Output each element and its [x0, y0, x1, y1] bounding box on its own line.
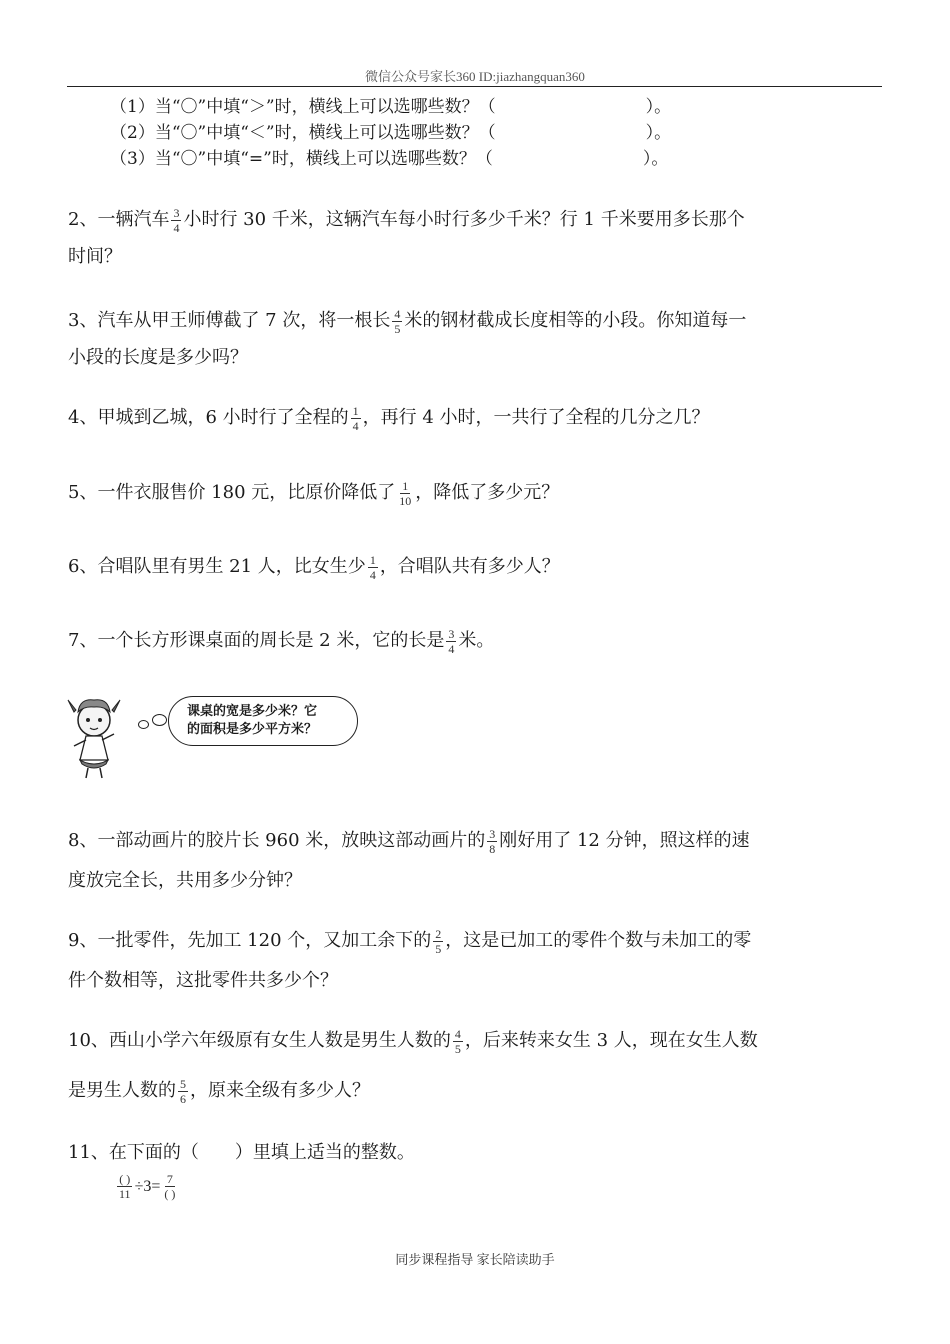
fraction: $\frac{1}{10}$ — [399, 478, 412, 508]
thought-dot — [152, 714, 167, 726]
q8-line1: 8、一部动画片的胶片长 960 米，放映这部动画片的 $\frac{3}{8}$ 刚好用了 12 分钟，照这样的速 — [68, 826, 750, 856]
q9-line1: 9、一批零件，先加工 120 个，又加工余下的 $\frac{2}{5}$ ，这是已加工的零件个数与未加工的零 — [68, 926, 752, 956]
fraction: $\frac{2}{5}$ — [435, 926, 442, 956]
fraction: $\frac{1}{4}$ — [369, 552, 376, 582]
q10-line2: 是男生人数的 $\frac{5}{6}$ ，原来全级有多少人？ — [68, 1076, 370, 1106]
q7: 7、一个长方形课桌面的周长是 2 米，它的长是 $\frac{3}{4}$ 米。 — [68, 626, 495, 656]
girl-icon — [60, 690, 135, 780]
fraction: $\frac{4}{5}$ — [454, 1026, 461, 1056]
thought-dot — [138, 720, 149, 729]
q11-equation: $\frac{( )}{11}$ ÷3= $\frac{7}{( )}$ — [119, 1172, 176, 1201]
q3-line2: 小段的长度是多少吗？ — [68, 347, 248, 368]
fraction: $\frac{4}{5}$ — [394, 306, 401, 336]
q1-sub-3: （3）当“〇”中填“=”时，横线上可以选哪些数？（ ）。 — [110, 149, 669, 169]
page-footer: 同步课程指导 家长陪读助手 — [395, 1252, 555, 1267]
q2-line1: 2、一辆汽车 $\frac{3}{4}$ 小时行 30 千米，这辆汽车每小时行多少千米？行 1 千米要用多长那个 — [68, 205, 745, 235]
q5: 5、一件衣服售价 180 元，比原价降低了 $\frac{1}{10}$ ，降低了多少元？ — [68, 478, 560, 508]
q2-line2: 时间？ — [68, 246, 122, 267]
fraction: $\frac{3}{4}$ — [173, 205, 180, 235]
q10-line1: 10、西山小学六年级原有女生人数是男生人数的 $\frac{4}{5}$ ，后来转来女生 3 人，现在女生人数 — [68, 1026, 758, 1056]
fraction: $\frac{( )}{11}$ — [119, 1172, 131, 1201]
header-rule — [67, 86, 882, 87]
answer-blank[interactable]: ( ) — [164, 1187, 176, 1201]
q11: 11、在下面的（ ）里填上适当的整数。 — [68, 1142, 415, 1163]
page-header: 微信公众号家长360 ID:jiazhangquan360 — [365, 69, 585, 84]
q1-sub-2: （2）当“〇”中填“＜”时，横线上可以选哪些数？（ ）。 — [110, 123, 672, 143]
fraction: $\frac{7}{( )}$ — [164, 1172, 176, 1201]
fraction: $\frac{3}{4}$ — [448, 626, 455, 656]
girl-thought-illustration — [60, 690, 380, 780]
fraction: $\frac{1}{4}$ — [352, 403, 359, 433]
q4: 4、甲城到乙城，6 小时行了全程的 $\frac{1}{4}$ ，再行 4 小时，一共行了全程的几分之几？ — [68, 403, 710, 433]
q6: 6、合唱队里有男生 21 人，比女生少 $\frac{1}{4}$ ，合唱队共有多少人？ — [68, 552, 560, 582]
thought-bubble: 课桌的宽是多少米？它 的面积是多少平方米？ — [168, 696, 358, 746]
fraction: $\frac{3}{8}$ — [489, 826, 496, 856]
fraction: $\frac{5}{6}$ — [180, 1076, 186, 1106]
answer-blank[interactable]: ( ) — [119, 1172, 131, 1186]
q9-line2: 件个数相等，这批零件共多少个？ — [68, 970, 338, 991]
q3-line1: 3、汽车从甲王师傅截了 7 次，将一根长 $\frac{4}{5}$ 米的钢材截成长度相等的小段。你知道每一 — [68, 306, 747, 336]
q8-line2: 度放完全长，共用多少分钟？ — [68, 870, 302, 891]
q1-sub-1: （1）当“〇”中填“＞”时，横线上可以选哪些数？（ ）。 — [110, 97, 672, 117]
